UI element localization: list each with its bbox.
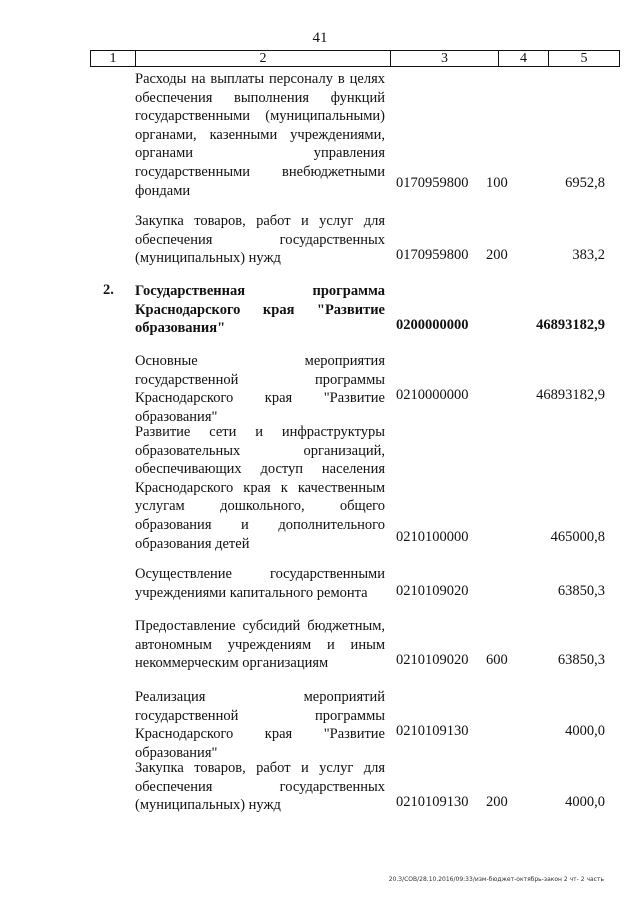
row-code: 0170959800	[396, 175, 469, 191]
row-amount: 4000,0	[565, 794, 605, 810]
row-name: Предоставление субсидий бюджетным, автономным учреждениям и иным некоммерческим организациям	[135, 618, 385, 672]
row-name: Основные мероприятия государственной программы Краснодарского края "Развитие образования"	[135, 353, 385, 425]
row-expense-type: 600	[486, 652, 508, 668]
column-header-4: 4	[499, 51, 549, 66]
table-row	[0, 70, 640, 199]
row-amount: 465000,8	[550, 529, 605, 545]
row-expense-type: 200	[486, 247, 508, 263]
row-code: 0210109020	[396, 583, 469, 599]
row-name: Закупка товаров, работ и услуг для обеспечения государственных (муниципальных) нужд	[135, 213, 385, 267]
page-number: 41	[312, 30, 328, 46]
row-code: 0210109130	[396, 794, 469, 810]
column-header-3: 3	[391, 51, 499, 66]
row-name: Закупка товаров, работ и услуг для обеспечения государственных (муниципальных) нужд	[135, 760, 385, 814]
row-code: 0210000000	[396, 387, 469, 403]
row-amount: 6952,8	[565, 175, 605, 191]
table-row	[0, 688, 640, 761]
table-row	[0, 565, 640, 600]
column-header-5: 5	[580, 51, 588, 66]
table-row	[0, 423, 640, 552]
row-name: Государственная программа Краснодарского края "Развитие образования"	[135, 283, 385, 337]
row-code: 0170959800	[396, 247, 469, 263]
table-row	[0, 212, 640, 267]
row-amount: 383,2	[572, 247, 605, 263]
table-row	[0, 352, 640, 425]
row-name: Развитие сети и инфраструктуры образовательных организаций, обеспечивающих доступ населения Краснодарского края к качественным услугам дошкольного, общего образования и дополнительного образования детей	[135, 424, 385, 552]
row-amount: 46893182,9	[536, 387, 605, 403]
row-amount: 63850,3	[557, 583, 605, 599]
column-header-2: 2	[136, 51, 391, 66]
document-footer: 20.3/СОВ/28.10.2016/09:33/изм-бюджет-октябрь-закон 2 чт- 2 часть	[388, 876, 604, 883]
row-amount: 4000,0	[565, 723, 605, 739]
table-row-section	[0, 282, 640, 337]
row-code: 0210100000	[396, 529, 469, 545]
row-name: Реализация мероприятий государственной программы Краснодарского края "Развитие образования"	[135, 689, 385, 761]
row-code: 0210109130	[396, 723, 469, 739]
table-row	[0, 759, 640, 814]
row-expense-type: 100	[486, 175, 508, 191]
table-row	[0, 617, 640, 672]
row-name: Расходы на выплаты персоналу в целях обеспечения выполнения функций государственными (муниципальными) органами, казенными учреждениями, органами управления государственными внебюджетными фондами	[135, 71, 385, 199]
row-name: Осуществление государственными учреждениями капитального ремонта	[135, 566, 385, 601]
row-amount: 63850,3	[557, 652, 605, 668]
row-amount: 46893182,9	[536, 317, 605, 333]
row-expense-type: 200	[486, 794, 508, 810]
table-header-row	[90, 50, 620, 67]
column-header-1: 1	[91, 51, 136, 66]
row-number: 2.	[103, 282, 114, 298]
row-code: 0200000000	[396, 317, 469, 333]
row-code: 0210109020	[396, 652, 469, 668]
